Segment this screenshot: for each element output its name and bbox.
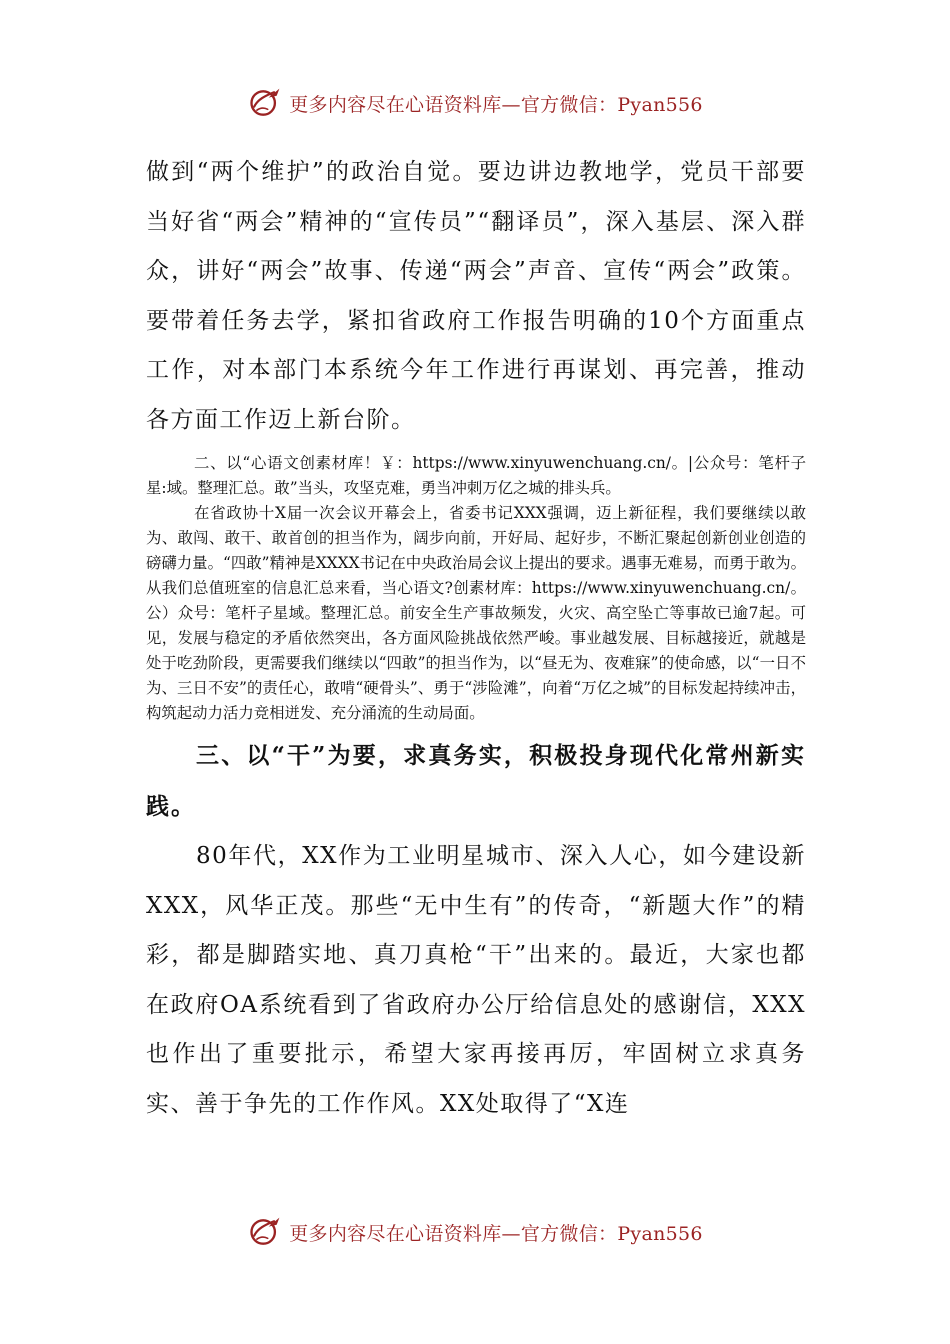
pen-logo-icon	[247, 1214, 283, 1250]
body-paragraph-small: 在省政协十X届一次会议开幕会上，省委书记XXX强调，迈上新征程，我们要继续以敢为、敢闯、敢干、敢首创的担当作为，阔步向前，开好局、起好步，不断汇聚起创新创业创造的磅礴力量。“四敢”精神是XXXX书记在中央政治局会议上提出的要求。遇事无难易，而勇于敢为。从我们总值班室的信息汇总来看，当心语文?创素材库：https://www.xinyuwenchuang.cn/。公）众号：笔杆子星域。整理汇总。前安全生产事故频发，火灾、高空坠亡等事故已逾7起。可见，发展与稳定的矛盾依然突出，各方面风险挑战依然严峻。事业越发展、目标越接近，就越是处于吃劲阶段，更需要我们继续以“四敢”的担当作为，以“昼无为、夜难寐”的使命感，以“一日不为、三日不安”的责任心，敢啃“硬骨头”、勇于“涉险滩”，向着“万亿之城”的目标发起持续冲击，构筑起动力活力竞相迸发、充分涌流的生动局面。	[146, 504, 806, 722]
section-two-paragraph: 二、以“心语文创素材库！￥：https://www.xinyuwenchuang.cn/。|公众号：笔杆子星:域。整理汇总。敢”当头，攻坚克难，勇当冲刺万亿之城的排头兵。	[146, 454, 806, 497]
watermark-text: 更多内容尽在心语资料库—官方微信：Pyan556	[289, 1222, 703, 1245]
header-watermark	[0, 83, 950, 123]
body-paragraph: 80年代，XX作为工业明星城市、深入人心，如今建设新XXX，风华正茂。那些“无中生有”的传奇，“新题大作”的精彩，都是脚踏实地、真刀真枪“干”出来的。最近，大家也都在政府OA系统看到了省政府办公厅给信息处的感谢信，XXX也作出了重要批示，希望大家再接再厉，牢固树立求真务实、善于争先的工作作风。XX处取得了“X连	[146, 843, 806, 1117]
pen-logo-icon	[247, 85, 283, 121]
document-body	[146, 148, 806, 1129]
body-paragraph: 做到“两个维护”的政治自觉。要边讲边教地学，党员干部要当好省“两会”精神的“宣传员”“翻译员”，深入基层、深入群众，讲好“两会”故事、传递“两会”声音、宣传“两会”政策。要带着任务去学，紧扣省政府工作报告明确的10个方面重点工作，对本部门本系统今年工作进行再谋划、再完善，推动各方面工作迈上新台阶。	[146, 159, 806, 433]
footer-watermark	[0, 1212, 950, 1252]
watermark-text: 更多内容尽在心语资料库—官方微信：Pyan556	[289, 93, 703, 116]
section-three-heading: 三、以“干”为要，求真务实，积极投身现代化常州新实践。	[146, 742, 806, 820]
